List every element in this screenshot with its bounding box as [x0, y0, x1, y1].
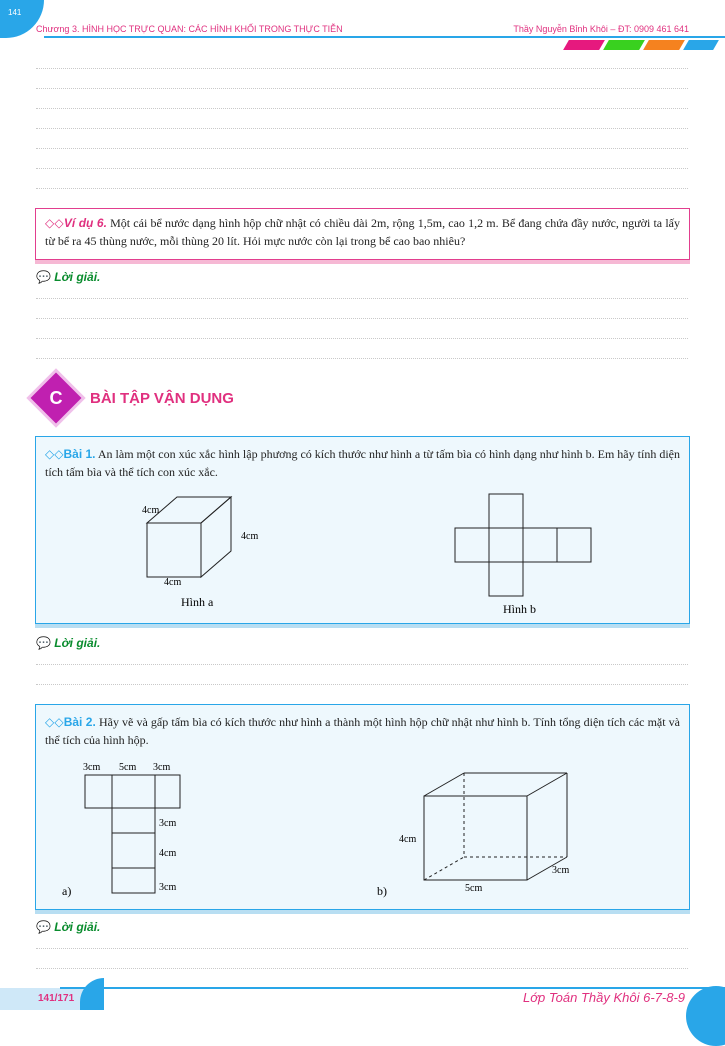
answer-line [36, 88, 688, 89]
box-figure [424, 773, 570, 880]
example-6-content [45, 214, 680, 250]
exercise-2-box [35, 704, 690, 910]
cube-label-right: 4cm [241, 531, 259, 542]
example-6-label: Ví dụ 6. [63, 216, 107, 230]
footer-page-number: 141/171 [38, 993, 75, 1004]
answer-line [36, 338, 688, 339]
exercise-1-figures [36, 437, 689, 623]
figure-a-caption: a) [62, 884, 72, 898]
answer-line [36, 68, 688, 69]
box-hidden-edges [424, 773, 570, 880]
answer-line [36, 684, 688, 685]
diamond-icon: ◇◇ [45, 715, 64, 729]
cube-label-bottom: 4cm [164, 577, 182, 588]
net-label-top-3: 3cm [153, 762, 171, 773]
header-page-number: 141 [8, 8, 22, 17]
net-label-side-1: 3cm [159, 818, 177, 829]
answer-line [36, 168, 688, 169]
figure-a-caption: Hình a [181, 595, 214, 609]
solution-label: Lời giải. [54, 270, 101, 284]
box-net-figure [85, 775, 180, 893]
answer-line [36, 948, 688, 949]
answer-line [36, 358, 688, 359]
header-stripe [643, 40, 685, 50]
diamond-icon: ◇◇ [45, 216, 64, 230]
footer-corner-decoration [686, 986, 725, 1046]
cube-figure [147, 497, 231, 577]
solution-heading [36, 270, 100, 284]
answer-line [36, 188, 688, 189]
header-stripe [603, 40, 645, 50]
cube-net-figure [455, 494, 591, 596]
answer-line [36, 128, 688, 129]
diamond-icon: ◇◇ [45, 447, 64, 461]
speech-bubble-icon: 💬 [36, 270, 51, 284]
speech-bubble-icon: 💬 [36, 636, 51, 650]
exercise-1-text: An làm một con xúc xắc hình lập phương có kích thước như hình a từ tấm bìa có hình dạng như hình b. Em hãy tính diện tích tấm bìa và thể tích con xúc xắc. [45, 447, 680, 479]
answer-line [36, 148, 688, 149]
footer-curve-decoration [80, 978, 104, 1010]
section-letter: C [49, 388, 63, 408]
section-title: BÀI TẬP VẬN DỤNG [90, 390, 234, 407]
exercise-2-label: Bài 2. [63, 715, 96, 729]
answer-line [36, 318, 688, 319]
solution-heading [36, 636, 100, 650]
solution-heading [36, 920, 100, 934]
net-label-top-1: 3cm [83, 762, 101, 773]
solution-label: Lời giải. [54, 920, 101, 934]
speech-bubble-icon: 💬 [36, 920, 51, 934]
answer-line [36, 108, 688, 109]
header-chapter-title: Chương 3. HÌNH HỌC TRỰC QUAN: CÁC HÌNH KHỐI TRONG THỰC TIỄN [36, 24, 343, 34]
figure-b-caption: b) [377, 884, 387, 898]
header-author: Thầy Nguyễn Bỉnh Khôi – ĐT: 0909 461 641 [513, 24, 689, 34]
solution-label: Lời giải. [54, 636, 101, 650]
header-stripe [563, 40, 605, 50]
example-6-box [35, 208, 690, 260]
box-label-depth: 3cm [552, 865, 570, 876]
exercise-1-box [35, 436, 690, 624]
footer-brand: Lớp Toán Thầy Khôi 6-7-8-9 [522, 990, 685, 1005]
cube-label-top: 4cm [142, 505, 160, 516]
example-6-text: Một cái bể nước dạng hình hộp chữ nhật có chiều dài 2m, rộng 1,5m, cao 1,2 m. Bể đang chứa đầy nước, người ta lấy từ bể ra 45 thùng nước, mỗi thùng 20 lít. Hỏi mực nước còn lại trong bể cao bao nhiêu? [45, 216, 680, 248]
exercise-2-text: Hãy vẽ và gấp tấm bìa có kích thước như hình a thành một hình hộp chữ nhật như hình b. Tính tổng diện tích các mặt và thể tích của hình hộp. [45, 715, 681, 747]
net-label-side-3: 3cm [159, 882, 177, 893]
box-label-width: 5cm [465, 883, 483, 894]
footer-rule [60, 987, 725, 989]
answer-line [36, 298, 688, 299]
answer-line [36, 664, 688, 665]
net-label-side-2: 4cm [159, 848, 177, 859]
answer-line [36, 968, 688, 969]
net-label-top-2: 5cm [119, 762, 137, 773]
exercise-2-figures [36, 705, 689, 909]
header-rule [44, 36, 725, 38]
header-stripe [683, 40, 719, 50]
box-label-height: 4cm [399, 834, 417, 845]
exercise-1-label: Bài 1. [63, 447, 96, 461]
figure-b-caption: Hình b [503, 602, 536, 616]
